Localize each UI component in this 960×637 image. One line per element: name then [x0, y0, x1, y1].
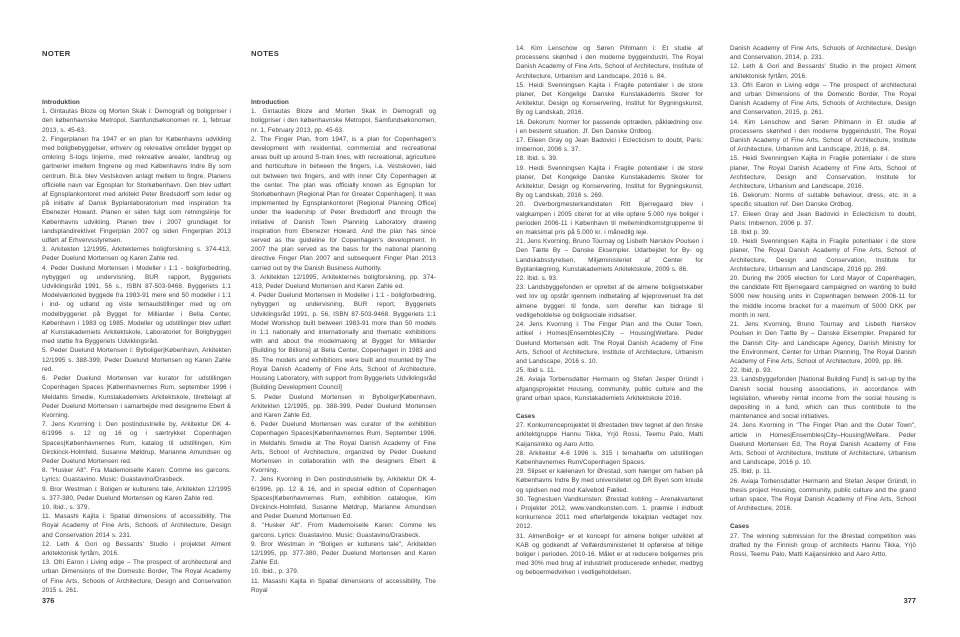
note-paragraph: 26. Aviaja Torbensdatter Hermann and Stefan Jesper Gründl, in thesis project Housing, community, public culture and the grand urban space, The Royal Danish Academy of Fine Arts, School of Architecture, 2016. — [730, 477, 916, 513]
note-paragraph: 3. Arkitekten 12/1995, Arkitekternes boligforskning s. 374-413, Peder Duelund Mortensen og Karen Zahle red. — [42, 246, 231, 263]
note-paragraph: 1. Gintautas Bloze og Morten Skak i: Demografi og boligpriser i den københavnske Metropol, Samfundsøkonomen nr. 1, februar 2013, s. 45-63. — [42, 108, 231, 134]
right-page-english-notes-column — [730, 44, 916, 559]
note-paragraph: 12. Leth & Gori og Bessards' Studio i projektet Alment arkitektonisk fyrtårn, 2016. — [42, 540, 231, 557]
note-paragraph: 24. Jens Kvorning in "The Finger Plan and the Outer Town", article in Homes|Ensembles|City–Housing|Welfare. Peder Duelund Mortensen Ed, The Royal Danish Academy of Fine Arts, School of Architecture, Institute of Architecture, Urbanism and Landscape, 2016 p. 10. — [730, 422, 916, 467]
note-paragraph: Danish Academy of Fine Arts, Schools of Architecture, Design and Conservation, 2014, p. 231. — [730, 45, 916, 62]
note-paragraph: Introduction — [251, 99, 289, 106]
note-paragraph: 5. Peder Duelund Mortensen i: Byboliger|København, Arkitekten 12/1995 s. 388-399, Peder Duelund Mortensen og Karen Zahle red. — [42, 347, 231, 373]
note-paragraph: 20. Overborgmesterkandidaten Ritt Bjerregaard blev i valgkampen i 2005 citeret for at ville opføre 5.000 nye boliger i perioden 2006-11 i København til mellemindkomstgrupperne til en maksimal pris på 5.000 kr. i månedlig leje. — [516, 201, 703, 237]
note-paragraph: 30. Tegnestuen Vandkunsten: Ørestad kobling – Arenakvarteret i Projekter 2012, www.vandkunsten.com. 1. præmie i indbudt konkurrence 2011 med efterfølgende lokalplan vedtaget nov. 2012. — [516, 495, 703, 531]
note-paragraph: 9. Bror Westman in "Boligen er kulturens tale", Arkitekten 12/1995, pp. 377-380, Peder Duelund Mortensen and Karen Zahle Ed. — [251, 540, 436, 567]
note-paragraph: 16. Dekorum: Norms of suitable behaviour, dress, etc. in a specific situation ref. Den Danske Ordbog. — [730, 192, 916, 209]
note-paragraph: 8. "Husker Alt". Fra Mademoiselle Karen: Comme les garcons. Lyrics: Guastavino. Music: Guastavino/Drasbeck. — [42, 467, 231, 484]
note-paragraph: 8. "Husker Alt". From Mademoiselle Karen: Comme les garcons. Lyrics: Guastavino. Music: Guastavino/Drasbeck. — [251, 522, 436, 539]
note-paragraph: 13. Ofri Earon i Living edge – The prospect of architectural and urban Dimensions of the Domestic Border, The Royal Academy of Fine Arts, Schools of Architecture, Design and Conservation 2015 s. 261. — [42, 559, 231, 594]
note-paragraph: 31. AlmenBolig+ er et koncept for almene boliger udviklet af KAB og godkendt af Velfærdsministeriet til opførelse af billige boliger i perioden. 2010-16. Målet er at reducere boligernes pris med 30% med brug af industrielt producerede enheder, medbyg og beboermedvirken i vedligeholdelsen. — [516, 532, 703, 577]
note-paragraph: 3. Arkitekten 12/1995, Arkitekternes boligforskning, pp. 374-413, Peder Duelund Mortensen and Karen Zahle ed. — [251, 273, 436, 291]
note-paragraph: 18. Ibid p. 39. — [730, 229, 771, 237]
note-paragraph: 25. Ibid, p. 11. — [730, 468, 772, 476]
note-paragraph: 21. Jens Kvorning, Bruno Tournay og Lisbeth Nørskov Poulsen i Den Tætte By – Danske Eksempler. Udarbejdet for By- og Landskabsstyrelsen, Miljøministeriet af Center for Byplanlægning, Kunstakademiets Arkitektskole, 2009 s. 86. — [516, 238, 703, 273]
right-page-danish-notes-column — [516, 44, 703, 578]
note-paragraph: 2. The Finger Plan, from 1947, is a plan for Copenhagen's development with residential, commercial and recreational areas built up around S-train lines, with recreational, agriculture and horticulture in between the fingers, i.a. Vestskoven, laid out between two fingers, and with inner City Copenhagen at the center. The plan was officially known as Egnsplan for Storkøbenhavn [Regional Plan for Greater Copenhagen]. It was implemented by Egnsplankontoret [Regional Planning Office] under the leadership of Peter Bredsdorff and through the initiative of Danish Town Planning Laboratory drawing inspiration from Ebenezer Howard. And the plan has since served as the guideline for Copenhagen's development. In 2007 the plan served as the basis for the national planning directive Finger Plan 2007 and subsequent Finger Plan 2013 carried out by the Danish Business Authority. — [251, 135, 436, 272]
note-paragraph: 5. Peder Duelund Mortensen in Byboliger|København, Arkitekten 12/1995, pp. 388-399, Peder Duelund Mortensen and Karen Zahle Ed. — [251, 393, 436, 419]
note-paragraph: 22. Ibid, p. 93. — [730, 367, 773, 375]
note-paragraph: 18. Ibid. s. 39. — [516, 155, 558, 163]
note-paragraph: 25. Ibid s. 11. — [516, 367, 556, 375]
note-paragraph: 23. Landsbyggefonden er oprettet af de almene boligselskaber ved lov og opstår igennem indbetaling af lejeprovenuet fra det almene byggeri til fonde, som derefter kan bidrage til vedligeholdelse og boligsociale indsatser. — [516, 284, 703, 319]
note-paragraph: 12. Leth & Gori and Bessards' Studio in the project Alment arkitektonisk fyrtårn, 2016. — [730, 63, 916, 80]
note-paragraph: 7. Jens Kvorning in Den postindustrielle by, Arkitektur DK 4-6/1996, pp. 12 & 16, and in special edition of Copenhagen Spaces|Københavnernes Rum, exhibition catalogue, Kim Dirckinck-Holmfeld, Susanne Møldrup, Marianne Amundsen and Peder Duelund Mortensen Ed. — [251, 476, 436, 521]
note-paragraph: 14. Kim Lenschow og Søren Pihlmann i: Et studie af processens skønhed i den moderne byggeindustri, The Royal Danish Academy of Fine Arts, School of Architecture, Institute of Architecture, Urbanism and Landscape, 2016 s. 84. — [516, 45, 703, 80]
note-paragraph: 14. Kim Lenschow and Søren Pihlmann in Et studie af processens skønhed i den moderne byggeindustri, The Royal Danish Academy of Fine Arts, School of Architecture, Institute of Architecture, Urbanism and Landscape, 2016, p. 84. — [730, 118, 916, 154]
note-paragraph: 26. Aviaja Torbensdatter Hermann og Stefan Jesper Gründl i afgangsprojektet Housing, community, public culture and the grand urban space, Kunstakademiets Arkitektskole 2016. — [516, 376, 703, 402]
note-paragraph: 4. Peder Duelund Mortensen i Modeller i 1:1 - boligforbedring, nybyggeri og undervisning, BUR rapport, Byggeriets Udviklingsråd 1991, 56 s., ISBN 87-503-9468. Byggeriets 1:1 Modelværksted byggede fra 1983-91 mere end 50 modeller i 1:1 i ind- og udland og viste temaudstillinger med og om modelbyggeriet på Bygget for Milliarder i Bella Center, København i 1983 og 1985. Modeller og udstillinger blev udført af Kunstakademiets Arkitektskole, Laboratoriet for Boligbyggeri med støtte fra Byggeriets Udviklingsråd. — [42, 264, 231, 346]
note-paragraph: 19. Heidi Svenningsen Kajita i Fragile potentialer i de store planer, Det Kongelige Danske Kunstakademis Skoler for Arkitektur, Design og Konservering, Institut for Bygningskunst, By og Landskab, 2016 s. 269. — [516, 164, 703, 200]
note-paragraph: 20. During the 2005 election for Lord Mayor of Copenhagen, the candidate Ritt Bjerregaard campaigned on wanting to build 5000 new housing units in Copenhagen between 2006-11 for the middle income bracket for a maximum of 5000 DKK per month in rent. — [730, 275, 916, 319]
note-paragraph: 27. The winning submission for the Ørestad competition was drafted by the Finnish group of architects Hannu Tikka, Yrjö Rossi, Teemu Palo, Matti Kaijansinkko and Aaro Artto. — [730, 532, 916, 558]
note-paragraph: Cases — [516, 412, 536, 420]
note-paragraph: 13. Ofri Earon in Living edge – The prospect of architectural and urban Dimensions of the Domestic Border, The Royal Danish Academy of Fine Arts, Schools of Architecture, Design and Conservation, 2015, p. 261. — [730, 81, 916, 117]
note-paragraph: 17. Eileen Gray og Jean Badovici i Eclecticism to doubt, Paris: Imbernon, 2006 s. 37. — [516, 137, 703, 154]
note-paragraph: 10. Ibid., s. 379. — [42, 503, 90, 511]
left-page-danish-notes-column — [42, 98, 231, 595]
note-paragraph: 17. Eileen Gray and Jean Badovici in Eclecticism to doubt, Paris: Imbernon, 2006 p. 37. — [730, 210, 916, 227]
note-paragraph: 24. Jens Kvorning i: The Finger Plan and the Outer Town, artikel i Homes|Ensembles|City – Housing|Welfare. Peder Duelund Mortensen edit. The Royal Danish Academy of Fine Arts, School of Architecture, Institute of Architecture, Urbanism and Landscape, 2016 s. 10. — [516, 321, 703, 365]
note-paragraph: 6. Peder Duelund Mortensen var kurator for udstillingen Copenhagen Spaces |Københavnernes Rum, september 1996 i Meldahls Smedie, Kunstakademiets Arkitektskole, tilrettelagt af Peder Duelund Mortensen i samarbejde med designerne Ebert & Kvorning. — [42, 375, 232, 419]
left-page-english-notes-column — [251, 98, 436, 595]
note-paragraph: 15. Heidi Svenningsen Kajita in Fragile potentialer i de store planer, The Royal Danish Academy of Fine Arts, School of Architecture, Design and Conservation, Institute for Architecture, Urbanism and Landscape, 2016. — [730, 155, 916, 191]
note-paragraph: 22. Ibid. s. 93. — [516, 275, 558, 283]
note-paragraph: Cases — [730, 523, 750, 531]
note-paragraph: 23. Landsbyggefonden [National Building Fund] is set-up by the Danish social housing associations, in accordance with legislation, whereby rental income from the social housing is depositing in a fund, which can thus contribute to the maintenance and social initiatives. — [730, 376, 916, 421]
note-paragraph: 4. Peder Duelund Mortensen in Modeller i 1:1 - boligforbedring, nybyggeri og undervisning, BUR report, Byggeriets Udviklingsråd 1991, p. 56, ISBN 87-503-9468. Byggeriets 1:1 Model Workshop built between 1983-91 more than 50 models in 1:1 nationally and internationally and thematic exhibitions with and about the modelmaking at Bygget for Milliarder [Building for Billions] at Bella Center, Copenhagen in 1983 and 85. The models and exhibitions were built and mounted by The Royal Danish Academy of Fine Arts, School of Architecture, Housing Laboratory, with support from Byggeriets Udviklingsråd [Building Development Council] — [251, 292, 436, 392]
notes-page-heading: NOTES — [251, 49, 280, 58]
note-paragraph: 19. Heidi Svenningsen Kajita in Fragile potentialer i de store planer, The Royal Danish Academy of Fine Arts, School of Architecture, Design and Conservation, Institute for Architecture, Urbanism and Landscape, 2016 pp. 269. — [730, 238, 916, 273]
note-paragraph: 7. Jens Kvorning i: Den postindustrielle by, Arkitektur DK 4-6/1996 s. 12 og 16 og i særtrykket Copenhagen Spaces|Københavnernes Rum, katalog til udstillingen, Kim Dirckinck-Holmfeld, Susanne Møldrup, Marianne Amundsen og Peder Duelund Mortensen red. — [42, 421, 231, 465]
note-paragraph: 28. Arkitektur 4-6 1996 s. 315 i temahæfte om udstillingen Københavnernes Rum/Copenhagen Spaces. — [516, 449, 703, 466]
note-paragraph: 10. Ibid., p. 379. — [251, 568, 299, 576]
note-paragraph: 29. Slipset er kælenavn for Ørestad, som hænger om halsen på Københavns Indre By med universitetet og DR Byen som knude og spidsen ned mod Kalvebod Fælled. — [516, 468, 703, 494]
note-paragraph: 2. Fingerplanen fra 1947 er en plan for Københavns udvikling med boligbebyggelser, erhverv og rekreative områder bygget op omkring S-togs linjerne, med rekreative arealer, landbrug og gartnerier imellem fingrene og med Københavns Indre By som centrum. Bl.a. blev Vestskoven anlagt mellem to fingre. Planens officielle navn var Egnsplan for Storkøbenhavn. Den blev udført af Egnsplankontoret med arkitekt Peter Bredsdorff som leder og på initiativ af Dansk Byplanlaboratorium med inspiration fra Ebenezer Howard. Planen er siden fulgt som retningslinje for Københavns udvikling. Planen blev i 2007 grundlaget for landsplandirektivet Fingerplan 2007 og siden Fingerplan 2013 udført af Erhvervsstyrelsen. — [42, 135, 231, 245]
note-paragraph: 27. Konkurrenceprojektet til Ørestaden blev tegnet af den finske arkitektgruppe Hannu Tikka, Yrjö Rossi, Teemu Palo, Matti Kaijansinkko og Aaro Artto. — [516, 422, 703, 448]
note-paragraph: 6. Peder Duelund Mortensen was curator of the exhibition Copenhagen Spaces|Københavnernes Rum, September 1996, in Meldahls Smedie at The Royal Danish Academy of Fine Arts, School of Architecture, organized by Peder Duelund Mortensen in collaboration with the designers Ebert & Kvorning. — [251, 421, 436, 475]
page-number-left: 376 — [42, 596, 55, 605]
note-paragraph: Introduktion — [42, 99, 80, 106]
note-paragraph: 1. Gintautas Bloze and Morten Skak in Demografi og boligpriser i den københavnske Metropol, Samfundsøkonomen, nr. 1, February 2013, pp. 45-63. — [251, 108, 436, 134]
page-number-right: 377 — [903, 596, 916, 605]
note-paragraph: 9. Bror Westman i: Boligen er kulturens tale, Arkitekten 12/1995 s. 377-380, Peder Duelund Mortensen og Karen Zahle red. — [42, 485, 231, 502]
note-paragraph: 11. Masashi Kajita i: Spatial dimensions of accessibility, The Royal Academy of Fine Arts, Schools of Architecture, Design and Conservation 2014 s. 231. — [42, 513, 231, 539]
note-paragraph: 15. Heidi Svenningsen Kajita i Fragile potentialer i de store planer, Det Kongelige Danske Kunstakademis Skoler for Arkitektur, Design og Konservering, Institut for Bygningskunst, By og Landskab, 2016. — [516, 81, 703, 117]
note-paragraph: 16. Dekorum: Normer for passende optræden, påklædning osv. i en bestemt situation. Jf. Den Danske Ordbog. — [516, 118, 703, 135]
noter-page-heading: NOTER — [42, 49, 71, 58]
note-paragraph: 21. Jens Kvorning, Bruno Tournay and Lisbeth Nørskov Poulsen in Den Tætte By – Danske Eksempler. Prepared for the Danish City- and Landscape Agency, Danish Ministry for the Environment, Center for Urban Planning, The Royal Danish Academy of Fine Arts, School of Architecture, 2009, pp. 86. — [730, 321, 916, 365]
note-paragraph: 11. Masashi Kajita in Spatial dimensions of accessibility, The Royal — [251, 577, 436, 594]
